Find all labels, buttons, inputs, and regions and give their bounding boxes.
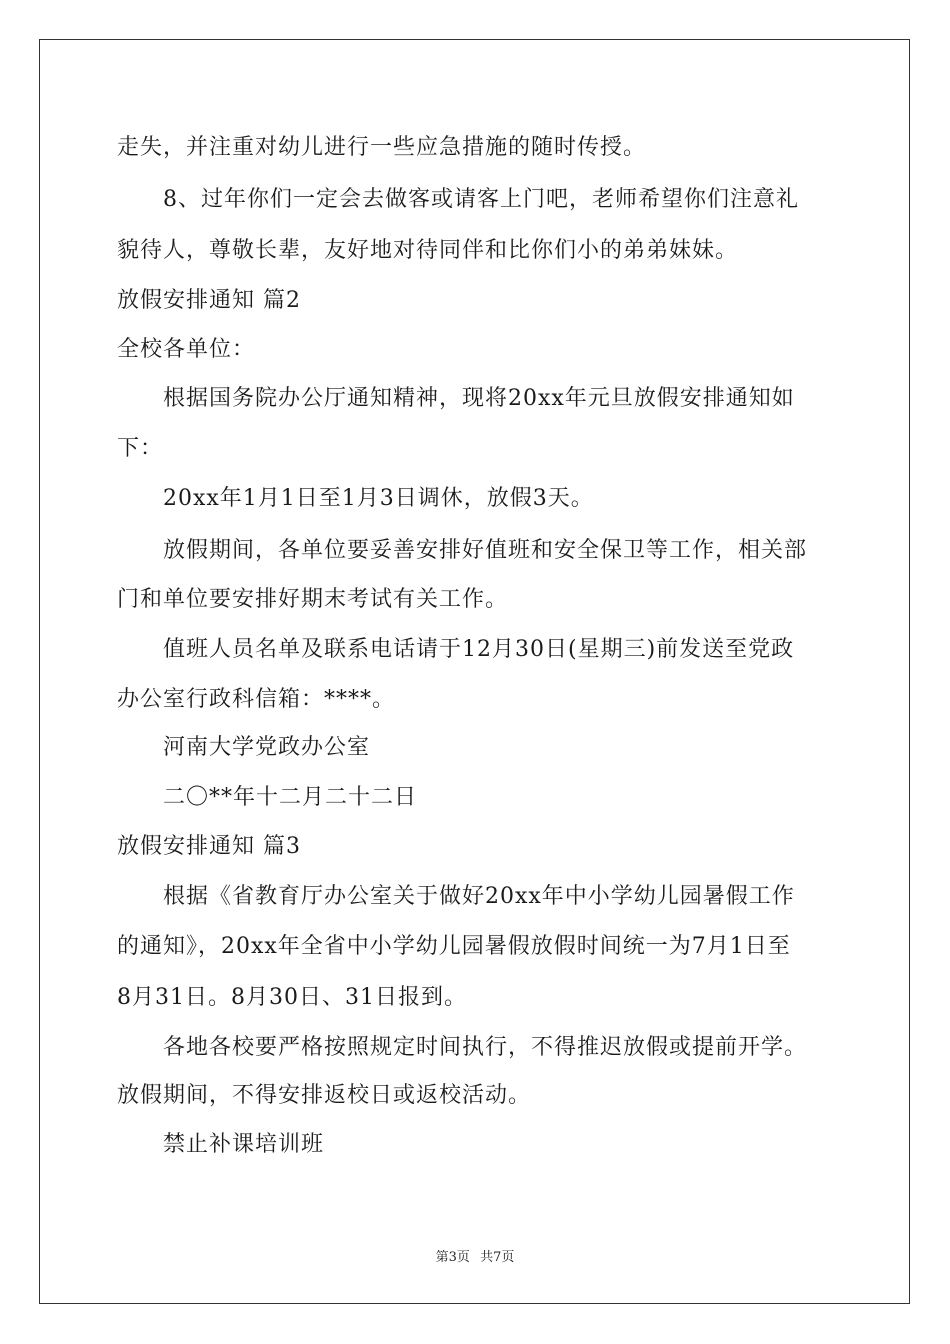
body-line: 8、过年你们一定会去做客或请客上门吧，老师希望你们注意礼 [163,187,799,212]
body-line: 8月31日。8月30日、31日报到。 [117,985,467,1010]
page-footer [0,1246,950,1265]
page-border [39,39,910,1304]
signature-date: 二〇**年十二月二十二日 [163,785,418,810]
body-line: 门和单位要安排好期末考试有关工作。 [117,587,509,612]
body-line: 禁止补课培训班 [163,1132,325,1157]
salutation: 全校各单位： [117,337,256,362]
body-line: 各地各校要严格按照规定时间执行，不得推迟放假或提前开学。 [163,1035,808,1060]
section-heading: 放假安排通知 篇3 [117,834,301,859]
body-line: 20xx年1月1日至1月3日调休，放假3天。 [163,486,594,511]
signature-org: 河南大学党政办公室 [163,735,371,760]
body-line: 的通知》，20xx年全省中小学幼儿园暑假放假时间统一为7月1日至 [117,934,791,959]
body-line: 根据国务院办公厅通知精神，现将20xx年元旦放假安排通知如 [163,386,795,411]
section-heading: 放假安排通知 篇2 [117,288,301,313]
page-number: 第3页 [435,1250,470,1265]
body-line: 貌待人，尊敬长辈，友好地对待同伴和比你们小的弟弟妹妹。 [117,238,739,263]
body-line: 根据《省教育厅办公室关于做好20xx年中小学幼儿园暑假工作 [163,884,795,909]
body-line: 放假期间，不得安排返校日或返校活动。 [117,1083,532,1108]
body-line: 下： [117,436,164,461]
page-total: 共7页 [480,1250,515,1265]
body-line: 走失，并注重对幼儿进行一些应急措施的随时传授。 [117,135,647,160]
body-line: 放假期间，各单位要妥善安排好值班和安全保卫等工作，相关部 [163,538,808,563]
body-line: 办公室行政科信箱：****。 [117,687,396,712]
body-line: 值班人员名单及联系电话请于12月30日(星期三)前发送至党政 [163,637,795,662]
